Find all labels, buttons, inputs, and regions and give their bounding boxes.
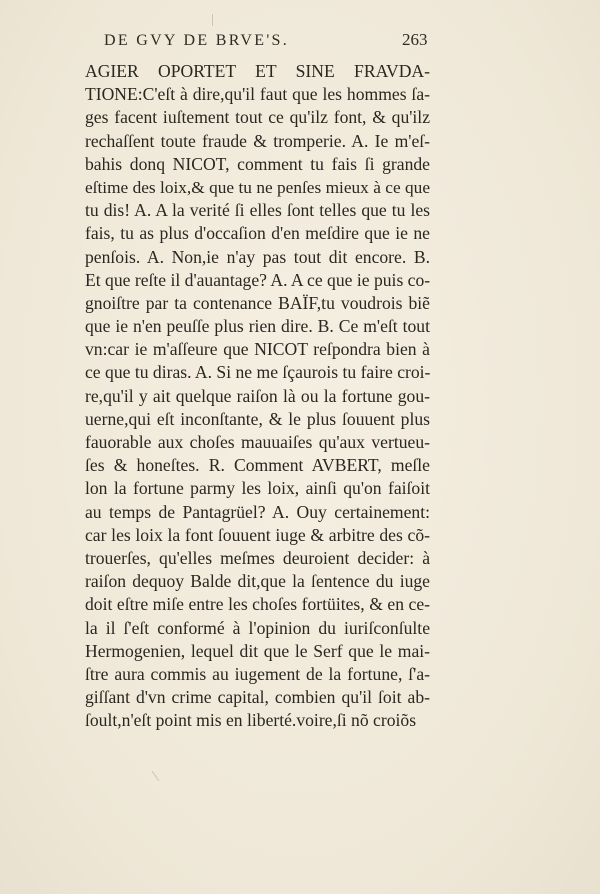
text-line: Hermogenien, lequel dit que le Serf que le mai- <box>85 640 430 661</box>
page-mark <box>152 771 160 781</box>
text-line: gnoiſtre par ta contenance BAÏF,tu voudrois biẽ <box>85 292 430 313</box>
text-line: giſſant d'vn crime capital, combien qu'il ſoit ab- <box>85 687 430 708</box>
text-line: rechaſſent toute fraude & tromperie. A. Ie m'eſ- <box>85 130 430 151</box>
text-line: la il ſ'eſt conformé à l'opinion du iuriſconſulte <box>85 617 430 638</box>
text-line: AGIER OPORTET ET SINE FRAVDA- <box>85 61 430 81</box>
page-header <box>0 30 600 54</box>
text-line: fauorable aux choſes mauuaiſes qu'aux vertueu- <box>85 432 430 452</box>
text-line: ce que tu diras. A. Si ne me ſçaurois tu faire croi- <box>85 362 431 383</box>
text-line: lon la fortune parmy les loix, ainſi qu'on faiſoit <box>85 478 430 499</box>
text-line: Et que reſte il d'auantage? A. A ce que ie puis co- <box>85 269 431 290</box>
text-line: uerne,qui eſt inconſtante, & le plus ſouuent plus <box>85 408 430 429</box>
text-line: ſes & honeſtes. R. Comment AVBERT, meſle <box>85 455 430 476</box>
text-line: ſtre aura commis au iugement de la fortune, ſ'a- <box>85 663 430 684</box>
text-line: raiſon dequoy Balde dit,que la ſentence du iuge <box>85 571 430 592</box>
text-line: trouerſes, qu'elles meſmes deuroient decider: à <box>85 547 430 568</box>
text-line: au temps de Pantagrüel? A. Ouy certainement: <box>85 501 430 522</box>
body-text <box>85 60 430 732</box>
text-line: car les loix la font ſouuent iuge & arbitre des cõ- <box>85 524 430 545</box>
text-line: vn:car ie m'aſſeure que NICOT reſpondra bien à <box>85 339 430 360</box>
page-mark <box>212 14 213 26</box>
text-line: bahis donq NICOT, comment tu fais ſi grande <box>85 153 430 174</box>
text-line: tu dis! A. A la verité ſi elles ſont telles que tu les <box>85 200 430 221</box>
text-line: que ie n'en peuſſe plus rien dire. B. Ce m'eſt tout <box>85 316 430 337</box>
text-line: doit eſtre miſe entre les choſes fortüites, & en ce- <box>85 594 430 615</box>
page-number: 263 <box>402 30 428 49</box>
text-line: TIONE:C'eſt à dire,qu'il faut que les hommes ſa- <box>85 84 430 105</box>
running-head: DE GVY DE BRVE'S. <box>104 32 289 49</box>
text-line: ges facent iuſtement tout ce qu'ilz font, & qu'ilz <box>85 107 430 128</box>
text-line: ſoult,n'eſt point mis en liberté.voire,ſi nõ croiõs <box>85 710 417 731</box>
text-line: re,qu'il y ait quelque raiſon là ou la fortune gou- <box>85 385 430 406</box>
text-line: eſtime des loix,& que tu ne penſes mieux à ce que <box>85 177 430 197</box>
text-line: penſois. A. Non,ie n'ay pas tout dit encore. B. <box>85 246 430 267</box>
text-line: fais, tu as plus d'occaſion d'en meſdire que ie ne <box>85 223 430 244</box>
